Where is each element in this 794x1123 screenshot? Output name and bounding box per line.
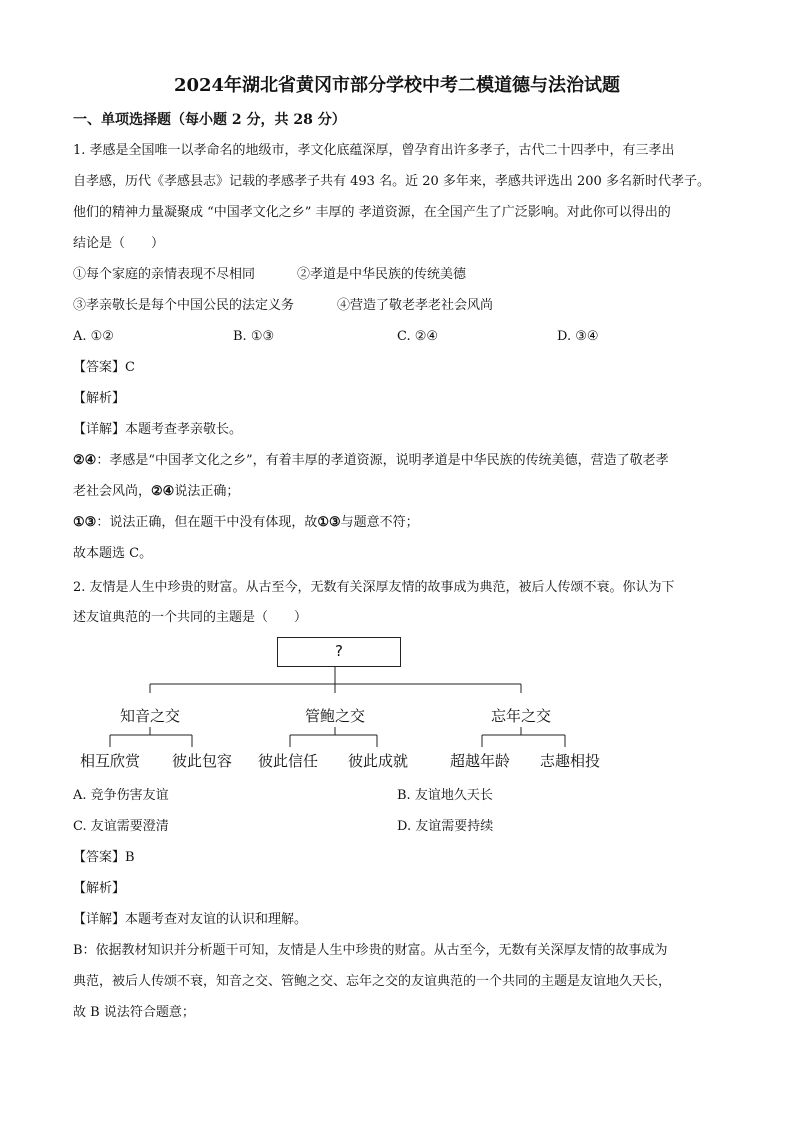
q2-explanation-line-1: B：依据教材知识并分析题干可知，友情是人生中珍贵的财富。从古至今，无数有关深厚友情的故事成为 [73, 943, 668, 958]
q1-statement-4: ④营造了敬老孝老社会风尚 [337, 298, 494, 313]
q1-analysis-tag: 【解析】 [73, 391, 126, 406]
answer-value: C [125, 360, 135, 375]
key-numbers: ②④ [151, 484, 175, 499]
q2-option-c: C. 友谊需要澄清 [73, 819, 169, 834]
q2-text-line-1: 2. 友情是人生中珍贵的财富。从古至今，无数有关深厚友情的故事成为典范，被后人传颂不衰。你认为下 [73, 580, 675, 595]
diagram-leaf: 超越年龄 [449, 752, 510, 770]
q2-explanation-line-2: 典范，被后人传颂不衰，知音之交、管鲍之交、忘年之交的友谊典范的一个共同的主题是友谊地久天长， [73, 974, 672, 989]
explanation-text: ：孝感是“中国孝文化之乡”，有着丰厚的孝道资源，说明孝道是中华民族的传统美德，营造了敬老孝 [96, 453, 669, 468]
detail-text: 本题考查对友谊的认识和理解。 [125, 912, 308, 927]
q2-explanation-line-3: 故 B 说法符合题意； [73, 1005, 195, 1020]
answer-value: B [125, 850, 135, 865]
q1-text-line-2: 自孝感，历代《孝感县志》记载的孝感孝子共有 493 名。近 20 多年来，孝感共评选出 200 多名新时代孝子。 [73, 174, 710, 189]
key-numbers: ②④ [73, 453, 97, 468]
diagram-leaf: 彼此成就 [347, 752, 408, 770]
explanation-text: 老社会风尚， [73, 484, 152, 499]
section-heading: 一、单项选择题（每小题 2 分，共 28 分） [73, 112, 346, 128]
answer-tag: 【答案】 [73, 360, 126, 375]
diagram-leaf: 志趣相投 [539, 752, 600, 770]
page-title: 2024年湖北省黄冈市部分学校中考二模道德与法治试题 [173, 75, 621, 96]
diagram-group-2: 管鲍之交 [304, 707, 365, 725]
q1-option-c: C. ②④ [397, 329, 439, 344]
diagram-leaf: 彼此信任 [257, 752, 318, 770]
q1-option-a: A. ①② [73, 329, 114, 344]
explanation-text: 与题意不符； [340, 515, 419, 530]
answer-tag: 【答案】 [73, 850, 126, 865]
q1-conclusion: 故本题选 C。 [73, 546, 153, 561]
q1-text-line-4: 结论是（ ） [73, 236, 165, 251]
q1-text-line-3: 他们的精神力量凝聚成 “中国孝文化之乡” 丰厚的 孝道资源，在全国产生了广泛影响。对此你可以得出的 [73, 205, 671, 220]
detail-tag: 【详解】 [73, 912, 126, 927]
q1-statement-3: ③孝亲敬长是每个中国公民的法定义务 [73, 298, 295, 313]
diagram-group-3: 忘年之交 [490, 707, 551, 725]
diagram-root-label: ? [335, 642, 343, 660]
explanation-text: 说法正确； [174, 484, 240, 499]
explanation-text: ：说法正确，但在题干中没有体现，故 [96, 515, 318, 530]
diagram-leaf: 相互欣赏 [79, 752, 140, 770]
detail-tag: 【详解】 [73, 422, 126, 437]
q2-option-b: B. 友谊地久天长 [397, 788, 493, 803]
diagram-leaf: 彼此包容 [171, 752, 232, 770]
key-numbers: ①③ [317, 515, 341, 530]
q1-statement-1: ①每个家庭的亲情表现不尽相同 [73, 267, 256, 282]
q1-text-line-1: 1. 孝感是全国唯一以孝命名的地级市，孝文化底蕴深厚，曾孕育出许多孝子，古代二十四孝中，有三孝出 [73, 143, 675, 158]
q2-answer [73, 842, 135, 873]
q2-option-d: D. 友谊需要持续 [397, 819, 494, 834]
q1-option-d: D. ③④ [557, 329, 599, 344]
q2-option-a: A. 竞争伤害友谊 [73, 788, 169, 803]
diagram-group-1: 知音之交 [119, 707, 180, 725]
q1-statement-2: ②孝道是中华民族的传统美德 [297, 267, 467, 282]
q1-option-b: B. ①③ [233, 329, 275, 344]
key-numbers: ①③ [73, 515, 97, 530]
q2-detail [73, 904, 307, 935]
q2-analysis-tag: 【解析】 [73, 881, 126, 896]
detail-text: 本题考查孝亲敬长。 [125, 422, 243, 437]
q2-text-line-2: 述友谊典范的一个共同的主题是（ ） [73, 610, 308, 625]
